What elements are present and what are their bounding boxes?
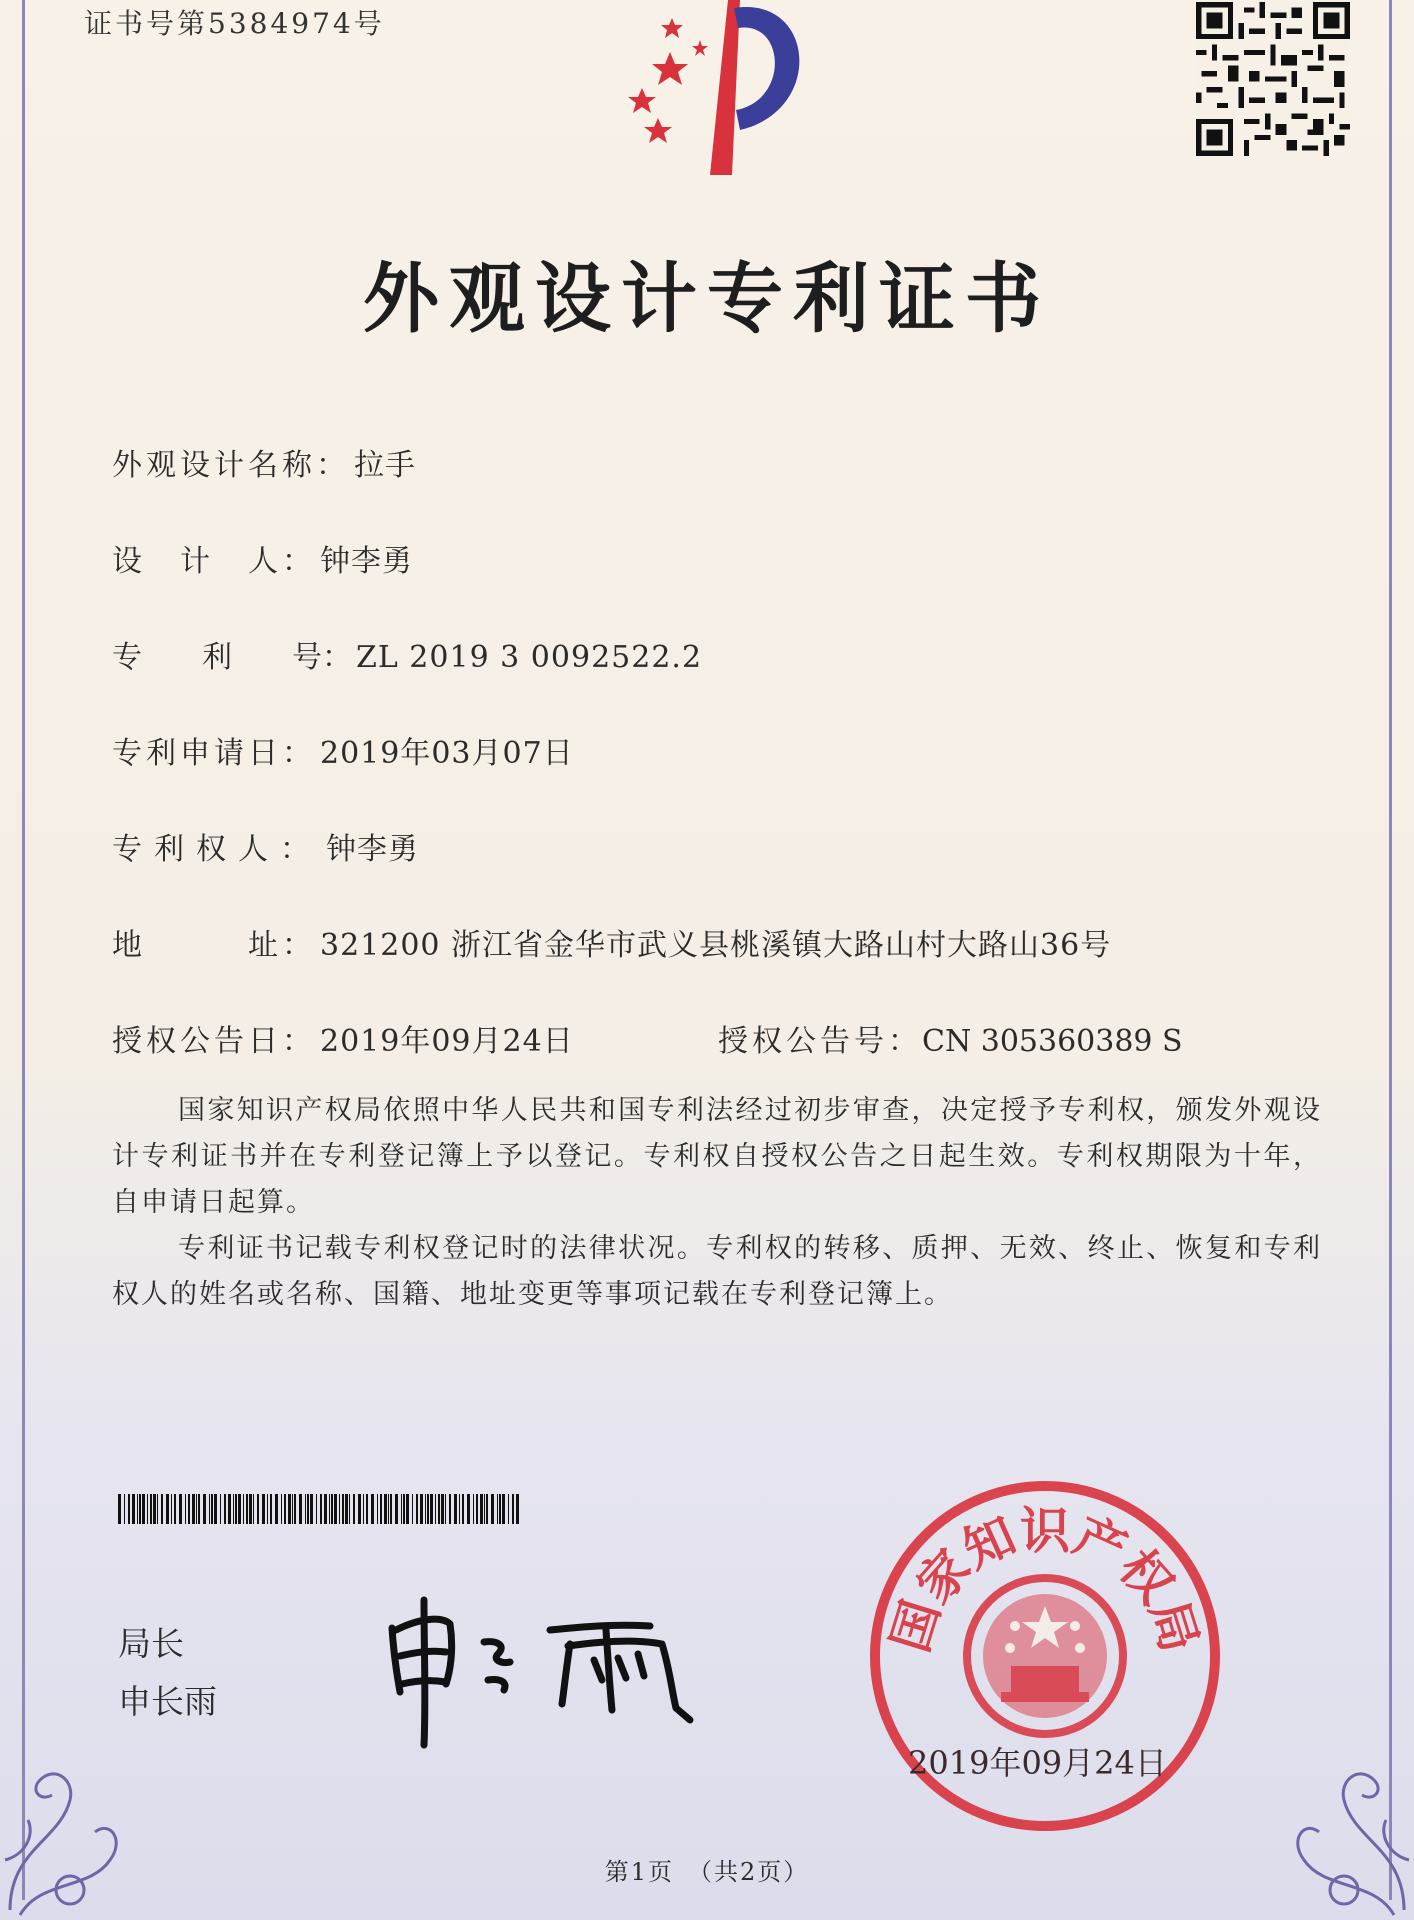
certificate-number: 证书号第5384974号 — [84, 7, 385, 40]
field-patentee — [112, 824, 419, 868]
design-name-label: 外观设计名称： — [112, 448, 350, 483]
cnipa-emblem-icon — [600, 0, 840, 180]
director-title: 局长 — [118, 1624, 184, 1663]
seal-text: 国家知识产权局 — [880, 1502, 1210, 1659]
designer-label: 设 计 人： — [112, 544, 316, 579]
grant-no-value: CN 305360389 S — [922, 1024, 1183, 1059]
patentee-value: 钟李勇 — [326, 832, 419, 867]
filing-date-value: 2019年03月07日 — [320, 736, 574, 771]
qr-code — [1196, 2, 1350, 156]
national-emblem-icon — [967, 1578, 1123, 1734]
field-design-name — [112, 440, 416, 484]
grant-no-label: 授权公告号： — [718, 1024, 922, 1059]
field-filing-date — [112, 728, 574, 772]
barcode — [118, 1494, 522, 1524]
grant-date-value: 2019年09月24日 — [320, 1024, 574, 1059]
patent-no-label: 专 利 号： — [112, 640, 352, 675]
field-grant-date — [112, 1016, 574, 1060]
patent-no-value: ZL 2019 3 0092522.2 — [356, 640, 703, 675]
page-number: 第1页 （共2页） — [604, 1858, 810, 1886]
address-label: 地 址： — [112, 928, 316, 963]
grant-date-label: 授权公告日： — [112, 1024, 316, 1059]
design-name-value: 拉手 — [354, 448, 416, 483]
corner-ornament-right — [1264, 1740, 1414, 1920]
address-value: 321200 浙江省金华市武义县桃溪镇大路山村大路山36号 — [320, 928, 1112, 963]
patentee-label: 专利权人： — [112, 832, 322, 867]
issue-date: 2019年09月24日 — [908, 1744, 1167, 1782]
certificate-title: 外观设计专利证书 — [363, 254, 1051, 343]
field-grant-no — [718, 1016, 1183, 1060]
field-address — [112, 920, 1111, 964]
director-name: 申长雨 — [118, 1682, 217, 1721]
corner-ornament-left — [0, 1740, 150, 1920]
director-signature — [380, 1580, 720, 1750]
body-paragraph-1: 国家知识产权局依照中华人民共和国专利法经过初步审查，决定授予专利权，颁发外观设计专利证书并在专利登记簿上予以登记。专利权自授权公告之日起生效。专利权期限为十年，自申请日起算。 — [112, 1095, 1322, 1218]
body-paragraph-2: 专利证书记载专利权登记时的法律状况。专利权的转移、质押、无效、终止、恢复和专利权人的姓名或名称、国籍、地址变更等事项记载在专利登记簿上。 — [112, 1233, 1322, 1310]
field-patent-no — [112, 632, 702, 676]
filing-date-label: 专利申请日： — [112, 736, 316, 771]
field-designer — [112, 536, 413, 580]
designer-value: 钟李勇 — [320, 544, 413, 579]
